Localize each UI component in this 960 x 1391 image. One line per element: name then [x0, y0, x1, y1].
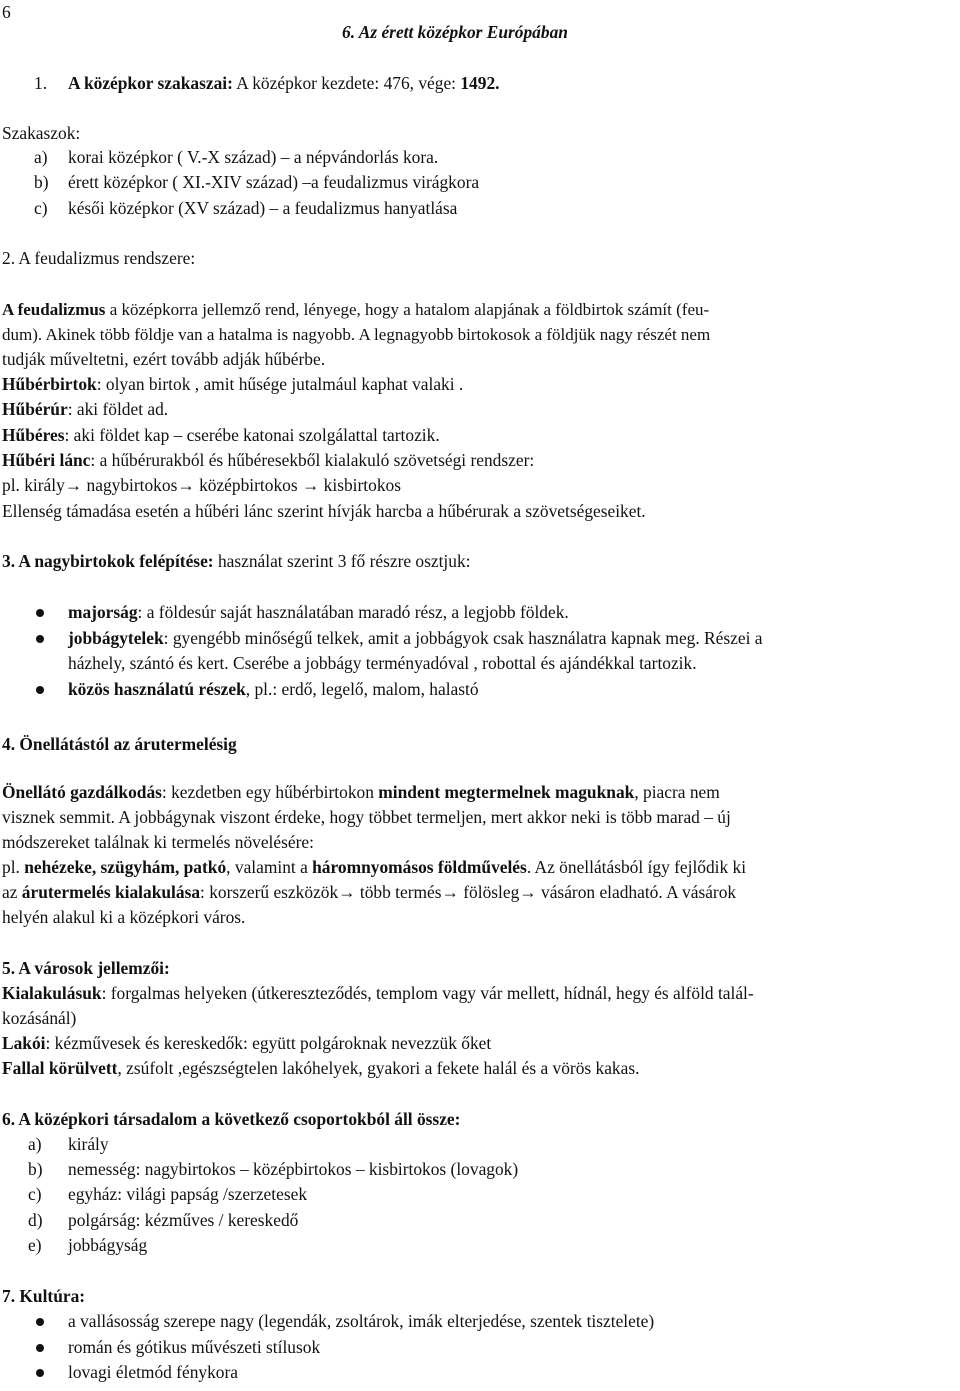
section-1-line: A középkor szakaszai: A középkor kezdete: 476, vége: 1492.	[68, 73, 500, 93]
bullet-icon	[36, 635, 44, 643]
period-text: korai középkor ( V.-X század) – a népvándorlás kora.	[68, 147, 439, 167]
bullet-icon	[36, 609, 44, 617]
section-2-heading: 2. A feudalizmus rendszere:	[2, 248, 196, 268]
society-marker: c)	[28, 1184, 42, 1204]
bullet-icon	[36, 686, 44, 694]
def-hubberur: Hűbérúr: aki földet ad.	[2, 399, 169, 419]
feudalism-line-3: tudják műveltetni, ezért tovább adják hűbérbe.	[2, 349, 326, 369]
feudalism-line-2: dum). Akinek több földje van a hatalma is nagyobb. A legnagyobb birtokosok a földjük nagy részét nem	[2, 325, 711, 344]
society-item: jobbágyság	[68, 1235, 148, 1255]
society-marker: b)	[28, 1159, 43, 1179]
society-item: polgárság: kézműves / kereskedő	[68, 1210, 299, 1230]
period-text: késői középkor (XV század) – a feudalizmus hanyatlása	[68, 198, 458, 218]
s5-line-4: Fallal körülvett, zsúfolt ,egészségtelen lakóhelyek, gyakori a fekete halál és a vörös kakas.	[2, 1058, 640, 1078]
s4-line-4: pl. nehézeke, szügyhám, patkó, valamint a háromnyomásos földművelés. Az önellátásból így fejlődik ki	[2, 857, 747, 877]
section-7-heading: 7. Kultúra:	[2, 1286, 86, 1306]
culture-item: lovagi életmód fénykora	[68, 1362, 238, 1382]
section-5-heading: 5. A városok jellemzői:	[2, 958, 170, 978]
bullet-icon	[36, 1369, 44, 1377]
periods-label: Szakaszok:	[2, 123, 81, 143]
society-item: nemesség: nagybirtokos – középbirtokos – kisbirtokos (lovagok)	[68, 1159, 519, 1179]
society-marker: a)	[28, 1134, 42, 1154]
s4-line-2: visznek semmit. A jobbágynak viszont érdeke, hogy többet termeljen, mert akkor neki is több marad – új	[2, 807, 731, 827]
def-hubberi-lanc: Hűbéri lánc: a hűbérurakból és hűbéresekből kialakuló szövetségi rendszer:	[2, 450, 535, 470]
s4-line-1: Önellátó gazdálkodás: kezdetben egy hűbérbirtokon mindent megtermelnek maguknak, piacra nem	[2, 782, 720, 802]
feudalism-line-1: A feudalizmus a középkorra jellemző rend, lényege, hogy a hatalom alapjának a földbirtok számít (feu-	[2, 300, 710, 319]
page-title: 6. Az érett középkor Európában	[342, 22, 568, 42]
bullet-icon	[36, 1318, 44, 1326]
section-6-heading: 6. A középkori társadalom a következő csoportokból áll össze:	[2, 1109, 461, 1129]
period-item: b)	[34, 172, 49, 192]
s5-line-2: kozásánál)	[2, 1008, 77, 1028]
s4-line-5: az árutermelés kialakulása: korszerű eszközök→ több termés→ fölösleg→ vásáron eladható. A vásárok	[2, 882, 737, 902]
society-item: király	[68, 1134, 109, 1154]
chain-example: pl. király→ nagybirtokos→ középbirtokos → kisbirtokos	[2, 475, 401, 495]
estate-part-2-cont: házhely, szántó és kert. Cserébe a jobbágy terményadóval , robottal és ajándékkal tartozik.	[68, 653, 697, 673]
enemy-line: Ellenség támadása esetén a hűbéri lánc szerint hívják harcba a hűbérurak a szövetségeseiket.	[2, 501, 646, 521]
culture-item: román és gótikus művészeti stílusok	[68, 1337, 321, 1357]
section-4-heading: 4. Önellátástól az árutermelésig	[2, 734, 237, 754]
society-marker: d)	[28, 1210, 43, 1230]
s4-line-3: módszereket találnak ki termelés növelésére:	[2, 832, 314, 852]
s5-line-3: Lakói: kézművesek és kereskedők: együtt polgároknak nevezzük őket	[2, 1033, 492, 1053]
page-number: 6	[2, 2, 11, 22]
period-item: c)	[34, 198, 48, 218]
estate-part-3: közös használatú részek, pl.: erdő, legelő, malom, halastó	[68, 679, 479, 699]
period-item: a)	[34, 147, 48, 167]
s4-line-6: helyén alakul ki a középkori város.	[2, 907, 246, 927]
section-3-line: 3. A nagybirtokok felépítése: használat szerint 3 fő részre osztjuk:	[2, 551, 471, 571]
def-hubberes: Hűbéres: aki földet kap – cserébe katonai szolgálattal tartozik.	[2, 425, 440, 445]
estate-part-1: majorság: a földesúr saját használatában maradó rész, a legjobb földek.	[68, 602, 569, 622]
culture-item: a vallásosság szerepe nagy (legendák, zsoltárok, imák elterjedése, szentek tisztelete)	[68, 1311, 655, 1331]
society-marker: e)	[28, 1235, 42, 1255]
s5-line-1: Kialakulásuk: forgalmas helyeken (útkereszteződés, templom vagy vár mellett, hídnál, hegy és alföld talál-	[2, 983, 754, 1003]
period-text: érett középkor ( XI.-XIV század) –a feudalizmus virágkora	[68, 172, 480, 192]
bullet-icon	[36, 1344, 44, 1352]
section-1-number: 1.	[34, 73, 48, 93]
society-item: egyház: világi papság /szerzetesek	[68, 1184, 308, 1204]
def-hubberbirtok: Hűbérbirtok: olyan birtok , amit hűsége jutalmául kaphat valaki .	[2, 374, 464, 394]
estate-part-2: jobbágytelek: gyengébb minőségű telkek, amit a jobbágyok csak használatra kapnak meg. Részei a	[68, 628, 763, 648]
